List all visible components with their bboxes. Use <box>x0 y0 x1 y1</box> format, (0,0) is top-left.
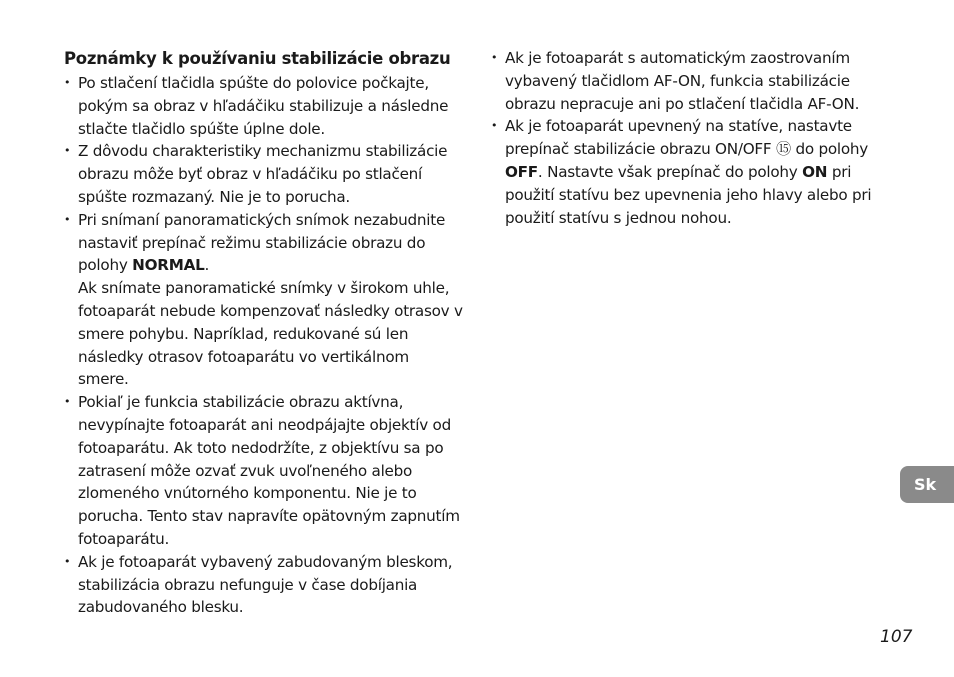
language-tab: Sk <box>900 466 954 503</box>
list-item: • Pokiaľ je funkcia stabilizácie obrazu aktívna, nevypínajte fotoaparát ani neodpájajte objektív od fotoaparátu. Ak toto nedodržíte, z objektívu sa po zatrasení môže ozvať zvuk uvoľneného alebo zlomeného vnútorného komponentu. Nie je to porucha. Tento stav napravíte opätovným zapnutím fotoaparátu. <box>64 391 464 551</box>
list-item: • Ak je fotoaparát s automatickým zaostrovaním vybavený tlačidlom AF-ON, funkcia stabilizácie obrazu nepracuje ani po stlačení tlačidla AF-ON. <box>491 47 891 115</box>
setting-off: OFF <box>505 162 538 181</box>
notes-list <box>491 47 891 229</box>
notes-list <box>64 72 464 619</box>
list-item: • Po stlačení tlačidla spúšte do polovice počkajte, pokým sa obraz v hľadáčiku stabilizuje a následne stlačte tlačidlo spúšte úplne dole. <box>64 72 464 140</box>
right-column <box>491 47 891 229</box>
list-item: • Ak je fotoaparát vybavený zabudovaným bleskom, stabilizácia obrazu nefunguje v čase dobíjania zabudovaného blesku. <box>64 551 464 619</box>
setting-normal: NORMAL <box>132 256 205 275</box>
section-heading: Poznámky k používaniu stabilizácie obrazu <box>64 49 451 68</box>
list-item: • Pri snímaní panoramatických snímok nezabudnite nastaviť prepínač režimu stabilizácie obrazu do polohy NORMAL. Ak snímate panoramatické snímky v širokom uhle, fotoaparát nebude kompenzovať následky otrasov v smere pohybu. Napríklad, redukované sú len následky otrasov fotoaparátu vo vertikálnom smere. <box>64 209 464 391</box>
list-item: • Ak je fotoaparát upevnený na statíve, nastavte prepínač stabilizácie obrazu ON/OFF ⑮ do polohy OFF. Nastavte však prepínač do polohy ON pri použití statívu bez upevnenia jeho hlavy alebo pri použití statívu s jednou nohou. <box>491 115 891 229</box>
page-number: 107 <box>880 627 913 647</box>
list-item-extra: Ak snímate panoramatické snímky v širokom uhle, fotoaparát nebude kompenzovať následky otrasov v smere pohybu. Napríklad, redukované sú len následky otrasov fotoaparátu vo vertikálnom smere. <box>78 279 463 389</box>
list-item: • Z dôvodu charakteristiky mechanizmu stabilizácie obrazu môže byť obraz v hľadáčiku po stlačení spúšte rozmazaný. Nie je to porucha. <box>64 140 464 208</box>
left-column <box>64 47 464 619</box>
setting-on: ON <box>802 162 828 181</box>
